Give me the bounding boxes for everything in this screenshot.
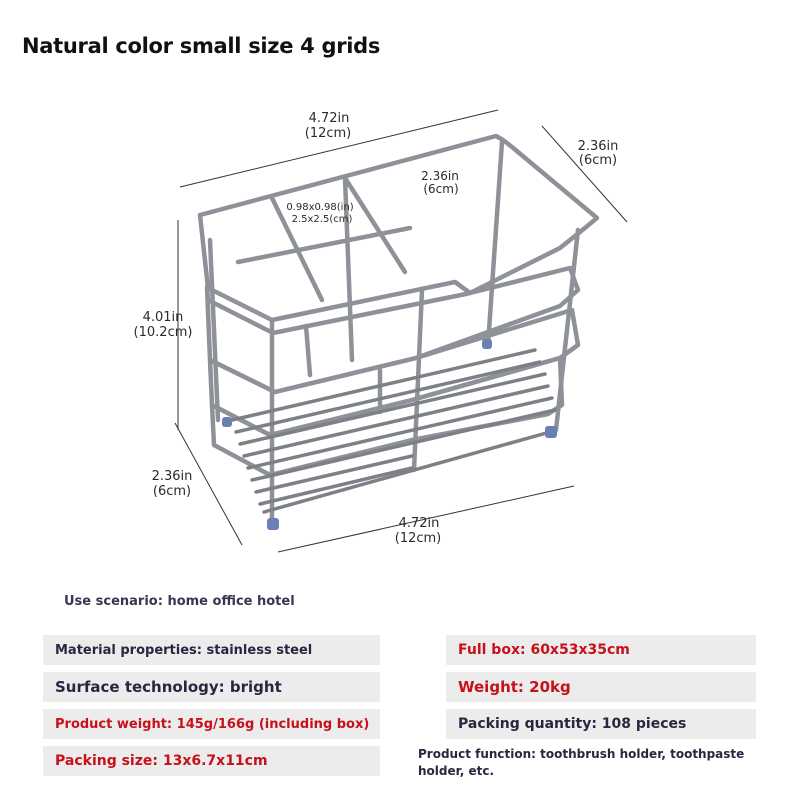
basket-wireframe	[200, 136, 597, 530]
page-title: Natural color small size 4 grids	[22, 34, 381, 58]
spec-full-box	[446, 635, 756, 665]
spec-weight	[446, 672, 756, 702]
bottom-width-in-label: 4.72in	[398, 516, 440, 531]
bottom-depth-cm-label: (6cm)	[152, 484, 192, 499]
spec-material	[43, 635, 380, 665]
spec-surface	[43, 672, 380, 702]
top-width-in-label: 4.72in	[308, 111, 350, 126]
dimension-lines	[175, 110, 627, 552]
spec-function: Product function: toothbrush holder, toothpaste holder, etc.	[418, 747, 745, 778]
height-cm-label: (10.2cm)	[133, 325, 193, 340]
spec-packing-quantity	[446, 709, 756, 739]
top-depth-cm-label: (6cm)	[578, 153, 618, 168]
use-scenario: Use scenario: home office hotel	[64, 594, 295, 609]
grid-in-label: 0.98x0.98(in)	[286, 202, 354, 213]
compartment-in-label: 2.36in	[421, 169, 459, 183]
spec-weight-text: Weight: 20kg	[458, 678, 571, 696]
spec-full-box-text: Full box: 60x53x35cm	[458, 642, 630, 658]
height-in-label: 4.01in	[142, 310, 184, 325]
spec-packing-quantity-text: Packing quantity: 108 pieces	[458, 716, 687, 732]
grid-cm-label: 2.5x2.5(cm)	[291, 214, 353, 225]
bottom-width-cm-label: (12cm)	[394, 531, 442, 546]
top-depth-in-label: 2.36in	[577, 139, 619, 154]
bottom-depth-in-label: 2.36in	[151, 469, 193, 484]
spec-packing-size-text: Packing size: 13x6.7x11cm	[55, 753, 268, 769]
spec-product-weight	[43, 709, 380, 739]
spec-material-text: Material properties: stainless steel	[55, 642, 313, 658]
compartment-cm-label: (6cm)	[423, 182, 459, 196]
spec-surface-text: Surface technology: bright	[55, 678, 282, 696]
top-width-cm-label: (12cm)	[304, 126, 352, 141]
spec-product-weight-text: Product weight: 145g/166g (including box)	[55, 716, 370, 732]
spec-packing-size	[43, 746, 380, 776]
